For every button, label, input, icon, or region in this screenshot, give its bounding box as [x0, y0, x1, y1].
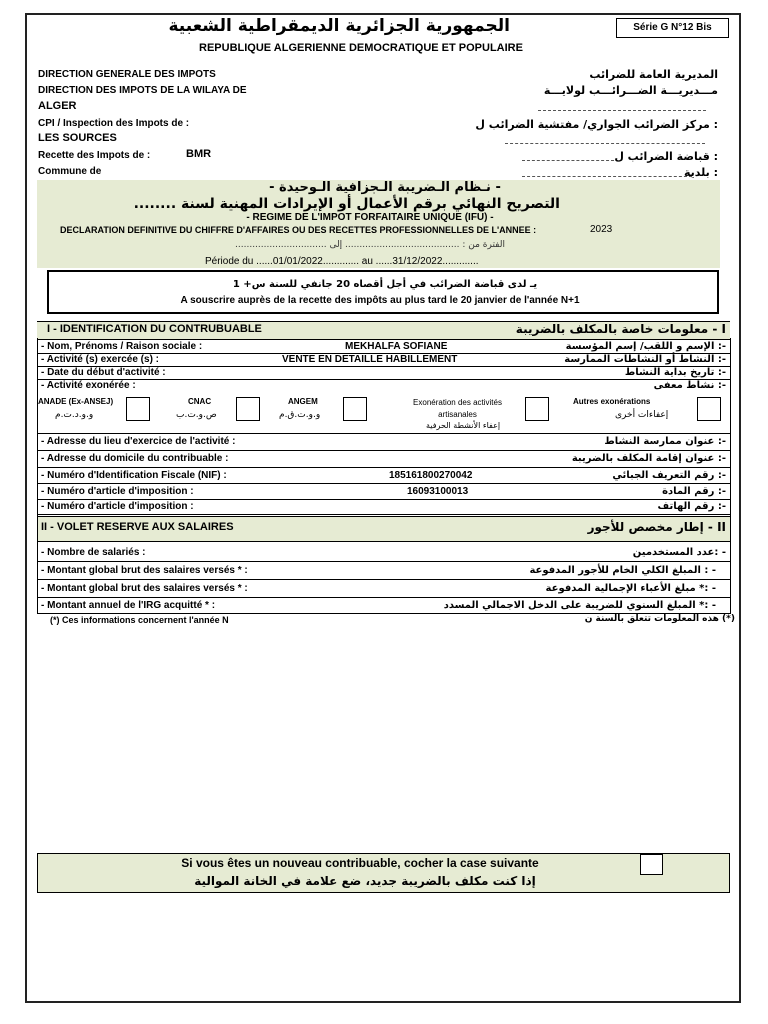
section1-title-fr: I - IDENTIFICATION DU CONTRUBUABLE [47, 323, 262, 335]
autres-ar: إعفاءات أخرى [615, 410, 669, 420]
row-adresse-domicile [37, 451, 730, 468]
montant1-label: - Montant global brut des salaires versés * : [41, 565, 248, 576]
dw-fr: DIRECTION DES IMPOTS DE LA WILAYA DE [38, 85, 247, 96]
autres-fr: Autres exonérations [573, 397, 651, 406]
irg-label-ar: - :* المبلغ السنوي للضريبة على الدخل الاجمالي المسدد [443, 600, 716, 611]
notice-box [47, 270, 719, 314]
date-debut-label-ar: -: تاريخ بداية النشاط [624, 367, 726, 378]
exoneree-label: - Activité exonérée : [41, 380, 136, 391]
angem-checkbox[interactable] [343, 397, 367, 421]
section-right-border [730, 338, 731, 614]
recette-fr: Recette des Impots de : [38, 150, 151, 161]
dw-dots [538, 110, 706, 111]
note-fr: (*) Ces informations concernent l'année N [50, 615, 229, 625]
cpi-ar: : مركز الضرائب الجواري/ مفتشية الضرائب ل [475, 118, 718, 131]
cnac-ar: ص.و.ت.ب [176, 410, 217, 420]
row-article1 [37, 484, 730, 500]
section-left-border [37, 338, 38, 614]
article1-label: - Numéro d'article d'imposition : [41, 486, 194, 497]
nif-value: 185161800270042 [389, 470, 473, 481]
row-montant1 [37, 562, 730, 580]
anade-checkbox[interactable] [126, 397, 150, 421]
serie-box [616, 18, 729, 38]
cpi-value: LES SOURCES [38, 132, 117, 144]
row-nom [37, 340, 730, 354]
angem-ar: و.و.ت.ق.م [279, 410, 321, 420]
anade-fr: ANADE (Ex-ANSEJ) [38, 397, 114, 406]
montant1-label-ar: - : المبلغ الكلي الخام للأجور المدفوعة [529, 565, 716, 576]
recette-value: BMR [186, 148, 212, 160]
telephone-label-ar: -: رقم الهاتف [657, 501, 726, 512]
nom-label: - Nom, Prénoms / Raison sociale : [41, 341, 203, 352]
row-article2 [37, 500, 730, 515]
row-irg [37, 598, 730, 614]
title-ar: الجمهورية الجزائرية الديمقراطية الشعبية [168, 16, 510, 36]
artisan-fr: Exonération des activités artisanales [413, 398, 502, 419]
new-contribuable-ar: إذا كنت مكلف بالضريبة جديد، ضع علامة في الخانة الموالية [194, 874, 536, 888]
date-debut-label: - Date du début d'activité : [41, 367, 166, 378]
anade-ar: و.و.د.ت.م [55, 410, 94, 420]
dg-ar: المديرية العامة للضرائب [589, 68, 718, 81]
new-contribuable-checkbox[interactable] [640, 854, 663, 875]
adresse-activite-label: - Adresse du lieu d'exercice de l'activité : [41, 436, 236, 447]
exoneree-label-ar: -: نشاط معفى [653, 380, 726, 391]
wilaya-value: ALGER [38, 100, 77, 112]
cnac-fr: CNAC [188, 397, 212, 406]
artisan-ar: إعفاء الأنشطة الحرفية [426, 421, 501, 430]
nb-salaries-label-ar: - :عدد المستخدمين [632, 547, 726, 558]
article1-label-ar: -: رقم المادة [662, 486, 726, 497]
dg-fr: DIRECTION GENERALE DES IMPOTS [38, 69, 216, 80]
article2-label: - Numéro d'article d'imposition : [41, 501, 194, 512]
row-exoneree [37, 379, 730, 392]
irg-label: - Montant annuel de l'IRG acquitté * : [41, 600, 216, 611]
section2-title-fr: II - VOLET RESERVE AUX SALAIRES [41, 521, 234, 533]
activite-label: - Activité (s) exercée (s) : [41, 354, 160, 365]
adresse-activite-label-ar: -: عنوان ممارسة النشاط [604, 436, 726, 447]
commune-fr: Commune de [38, 166, 102, 177]
commune-dots [522, 176, 692, 177]
activite-label-ar: -: النشاط أو النشاطات الممارسة [564, 354, 726, 365]
section2-header [37, 516, 730, 542]
nom-value: MEKHALFA SOFIANE [345, 341, 448, 352]
montant2-label: - Montant global brut des salaires versés * : [41, 583, 248, 594]
dw-ar: مـــديريـــة الضـــرائـــب لولايـــة [543, 84, 718, 97]
row-date-debut [37, 366, 730, 380]
nif-label-ar: -: رقم التعريف الجبائي [612, 470, 726, 481]
row-activite [37, 353, 730, 367]
serie-label: Série G N°12 Bis [633, 22, 712, 33]
title-fr: REPUBLIQUE ALGERIENNE DEMOCRATIQUE ET POPULAIRE [199, 42, 523, 54]
periode-ar: الفترة من : ........................................ إلى ................................ [235, 240, 505, 250]
commune-ar: : بلدية [683, 166, 718, 179]
autres-checkbox[interactable] [697, 397, 721, 421]
activite-value: VENTE EN DETAILLE HABILLEMENT [282, 354, 458, 365]
new-contribuable-fr: Si vous êtes un nouveau contribuable, cocher la case suivante [181, 856, 539, 870]
cpi-fr: CPI / Inspection des Impots de : [38, 118, 190, 129]
notice-fr: A souscrire auprès de la recette des impôts au plus tard le 20 janvier de l'année N+1 [180, 295, 580, 306]
angem-fr: ANGEM [288, 397, 318, 406]
cnac-checkbox[interactable] [236, 397, 260, 421]
section2-title-ar: II - إطار مخصص للأجور [587, 520, 726, 534]
note-ar: (*) هذه المعلومات تتعلق بالسنة ن [584, 614, 735, 624]
section1-title-ar: I - معلومات خاصة بالمكلف بالضريبة [515, 322, 726, 336]
montant2-label-ar: - :* مبلغ الأعباء الإجمالية المدفوعة [545, 583, 716, 594]
recette-dots [522, 160, 614, 161]
decl-year: 2023 [590, 224, 613, 235]
decl-fr: DECLARATION DEFINITIVE DU CHIFFRE D'AFFAIRES OU DES RECETTES PROFESSIONNELLES DE L'ANNEE : [60, 225, 537, 235]
adresse-domicile-label-ar: -: عنوان إقامة المكلف بالضريبة [571, 453, 726, 464]
cpi-dots [505, 143, 705, 144]
nif-label: - Numéro d'Identification Fiscale (NIF) : [41, 470, 227, 481]
row-nb-salaries [37, 545, 730, 562]
nom-label-ar: -: الإسم و اللقب/ إسم المؤسسة [565, 341, 726, 352]
decl-ar: التصريح النهائي برقم الأعمال أو الإيرادات المهنية لسنة ........ [133, 196, 560, 212]
nb-salaries-label: - Nombre de salariés : [41, 547, 146, 558]
regime-ar: - نـظام الـضريبة الـجزافية الـوحيدة - [269, 180, 501, 195]
notice-ar: يـ لدى قباضة الضرائب في أجل أقصاه 20 جانفي للسنة س+ 1 [232, 279, 538, 290]
section1-header [37, 321, 730, 340]
article1-value: 16093100013 [407, 486, 469, 497]
artisan-checkbox[interactable] [525, 397, 549, 421]
periode-fr: Période du ......01/01/2022............. au ......31/12/2022............. [205, 256, 479, 267]
adresse-domicile-label: - Adresse du domicile du contribuable : [41, 453, 229, 464]
row-montant2 [37, 580, 730, 598]
regime-fr: - REGIME DE L'IMPOT FORFAITAIRE UNIQUE (IFU) - [246, 212, 494, 223]
row-adresse-activite [37, 434, 730, 451]
row-nif [37, 468, 730, 484]
recette-ar: : قباضة الضرائب ل [614, 150, 718, 163]
